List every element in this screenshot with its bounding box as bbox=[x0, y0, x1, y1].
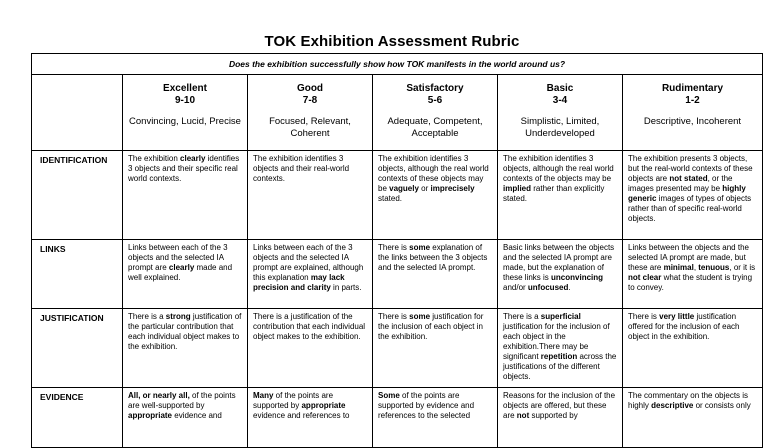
cell-text: what the student is trying to convey. bbox=[628, 273, 753, 292]
emphasized-text: imprecisely bbox=[430, 184, 475, 193]
cell-text: supported by bbox=[529, 411, 578, 420]
cell-text: explanation of the links between the 3 objects and the selected IA prompt. bbox=[378, 243, 488, 272]
cell-text: evidence and references to bbox=[253, 411, 350, 420]
criterion-row bbox=[32, 388, 763, 448]
level-name: Excellent bbox=[163, 83, 207, 94]
emphasized-text: repetition bbox=[540, 352, 578, 361]
cell-text: . bbox=[568, 283, 571, 292]
criterion-row bbox=[32, 309, 763, 388]
cell-text: The exhibition bbox=[128, 154, 181, 163]
cell-text: The exhibition presents 3 objects, but the real-world contexts of these objects are bbox=[628, 154, 753, 183]
rubric-cell bbox=[248, 151, 373, 240]
emphasized-text: vaguely bbox=[389, 184, 419, 193]
criterion-header-blank bbox=[32, 75, 123, 151]
cell-text: , or the images presented may be bbox=[628, 174, 733, 193]
emphasized-text: appropriate bbox=[128, 411, 173, 420]
level-name: Satisfactory bbox=[406, 83, 464, 94]
level-range: 3-4 bbox=[552, 95, 568, 106]
cell-text: Reasons for the inclusion of the objects are offered, but these are bbox=[503, 391, 616, 420]
emphasized-text: highly generic bbox=[628, 184, 746, 203]
emphasized-text: minimal bbox=[663, 263, 694, 272]
emphasized-text: Many bbox=[253, 391, 274, 400]
cell-text: There is a bbox=[128, 312, 166, 321]
cell-text: There is a justification of the contribution that each individual object makes to the exhibition. bbox=[253, 312, 366, 341]
rubric-cell bbox=[248, 388, 373, 448]
level-range: 5-6 bbox=[427, 95, 443, 106]
level-header bbox=[248, 75, 373, 151]
cell-text: rather than explicitly stated. bbox=[503, 184, 605, 203]
cell-text: There is bbox=[628, 312, 660, 321]
cell-text: of the points are supported by bbox=[253, 391, 334, 410]
cell-text: across the justifications of the different objects. bbox=[503, 352, 617, 381]
cell-text: There is bbox=[378, 312, 410, 321]
rubric-cell bbox=[373, 388, 498, 448]
cell-text: evidence and bbox=[172, 411, 222, 420]
emphasized-text: some bbox=[409, 243, 431, 252]
rubric-cell bbox=[373, 309, 498, 388]
cell-text: or consists only bbox=[693, 401, 751, 410]
criterion-label: JUSTIFICATION bbox=[32, 309, 123, 388]
emphasized-text: clearly bbox=[168, 263, 195, 272]
rubric-cell bbox=[623, 388, 763, 448]
cell-text: images of types of objects rather than of specific real-world objects. bbox=[628, 194, 752, 223]
cell-text: justification for the inclusion of each object in the exhibition. bbox=[378, 312, 484, 341]
level-header bbox=[623, 75, 763, 151]
criterion-label: LINKS bbox=[32, 240, 123, 309]
cell-text: justification for the inclusion of each object in the exhibition.There may be significant bbox=[503, 322, 610, 361]
criterion-row bbox=[32, 240, 763, 309]
rubric-cell bbox=[623, 240, 763, 309]
rubric-cell bbox=[123, 240, 248, 309]
cell-text: Links between the objects and the selected IA prompt are made, but these are bbox=[628, 243, 749, 272]
level-header bbox=[373, 75, 498, 151]
cell-text: or bbox=[418, 184, 431, 193]
cell-text: justification offered for the inclusion of each object in the exhibition. bbox=[628, 312, 740, 341]
rubric-cell bbox=[498, 151, 623, 240]
cell-text: and/or bbox=[503, 283, 528, 292]
emphasized-text: All, or nearly all, bbox=[128, 391, 190, 400]
rubric-cell bbox=[248, 240, 373, 309]
cell-text: The exhibition identifies 3 objects, although the real world contexts of these objects may be bbox=[378, 154, 489, 193]
cell-text: of the points are supported by evidence and references to the selected bbox=[378, 391, 475, 420]
level-range: 9-10 bbox=[174, 95, 195, 106]
level-header bbox=[498, 75, 623, 151]
rubric-cell bbox=[623, 309, 763, 388]
emphasized-text: clearly bbox=[180, 154, 206, 163]
emphasized-text: not bbox=[516, 411, 530, 420]
cell-text: Basic links between the objects and the selected IA prompt are made, but the explanation of these links is bbox=[503, 243, 615, 282]
level-descriptor: Adequate, Competent, Acceptable bbox=[387, 116, 483, 139]
page-title: TOK Exhibition Assessment Rubric bbox=[264, 33, 520, 50]
level-descriptor: Convincing, Lucid, Precise bbox=[129, 116, 241, 127]
cell-text: justification of the particular contribution that each individual object makes to the exhibition. bbox=[128, 312, 242, 351]
emphasized-text: superficial bbox=[540, 312, 581, 321]
rubric-cell bbox=[373, 240, 498, 309]
emphasized-text: unfocused bbox=[527, 283, 569, 292]
cell-text: , or it is bbox=[729, 263, 756, 272]
rubric-cell bbox=[248, 309, 373, 388]
emphasized-text: tenuous bbox=[698, 263, 730, 272]
cell-text: in parts. bbox=[330, 283, 362, 292]
level-range: 1-2 bbox=[685, 95, 700, 106]
cell-text: , bbox=[693, 263, 699, 272]
level-header bbox=[123, 75, 248, 151]
rubric-cell bbox=[123, 388, 248, 448]
rubric-cell bbox=[123, 309, 248, 388]
emphasized-text: not clear bbox=[628, 273, 662, 282]
level-descriptor: Simplistic, Limited, Underdeveloped bbox=[520, 116, 600, 139]
emphasized-text: strong bbox=[165, 312, 191, 321]
emphasized-text: Some bbox=[378, 391, 400, 400]
emphasized-text: unconvincing bbox=[551, 273, 604, 282]
rubric-cell bbox=[373, 151, 498, 240]
criterion-row bbox=[32, 151, 763, 240]
cell-text: The exhibition identifies 3 objects, although the real world contexts of the objects may be bbox=[503, 154, 614, 183]
emphasized-text: very little bbox=[659, 312, 695, 321]
cell-text: There is bbox=[378, 243, 410, 252]
emphasized-text: not stated bbox=[669, 174, 708, 183]
cell-text: stated. bbox=[378, 194, 403, 203]
rubric-cell bbox=[623, 151, 763, 240]
criterion-label: EVIDENCE bbox=[32, 388, 123, 448]
cell-text: There is a bbox=[503, 312, 541, 321]
level-descriptor: Focused, Relevant, Coherent bbox=[269, 116, 351, 139]
emphasized-text: appropriate bbox=[301, 401, 346, 410]
emphasized-text: descriptive bbox=[651, 401, 694, 410]
cell-text: Links between each of the 3 objects and the selected IA prompt are bbox=[128, 243, 228, 272]
cell-text: of the points are well-supported by bbox=[128, 391, 236, 410]
cell-text: The exhibition identifies 3 objects and their real-world contexts. bbox=[253, 154, 350, 183]
cell-text: Links between each of the 3 objects and the selected IA prompt are explained, although this explanation bbox=[253, 243, 364, 282]
cell-text: identifies 3 objects and their specific real world contexts. bbox=[128, 154, 240, 183]
rubric-cell bbox=[498, 388, 623, 448]
criterion-label: IDENTIFICATION bbox=[32, 151, 123, 240]
cell-text: The commentary on the objects is highly bbox=[628, 391, 749, 410]
rubric-cell bbox=[498, 309, 623, 388]
level-name: Rudimentary bbox=[661, 83, 724, 94]
emphasized-text: may lack precision and clarity bbox=[253, 273, 345, 292]
cell-text: made and well explained. bbox=[128, 263, 233, 282]
level-name: Basic bbox=[546, 83, 574, 94]
level-descriptor: Descriptive, Incoherent bbox=[643, 116, 742, 127]
emphasized-text: some bbox=[409, 312, 431, 321]
rubric-cell bbox=[498, 240, 623, 309]
level-header-row bbox=[32, 75, 763, 151]
emphasized-text: implied bbox=[503, 184, 532, 193]
rubric-table bbox=[31, 53, 763, 448]
level-name: Good bbox=[296, 83, 324, 94]
guiding-question: Does the exhibition successfully show how TOK manifests in the world around us? bbox=[32, 54, 763, 75]
level-range: 7-8 bbox=[302, 95, 318, 106]
rubric-cell bbox=[123, 151, 248, 240]
